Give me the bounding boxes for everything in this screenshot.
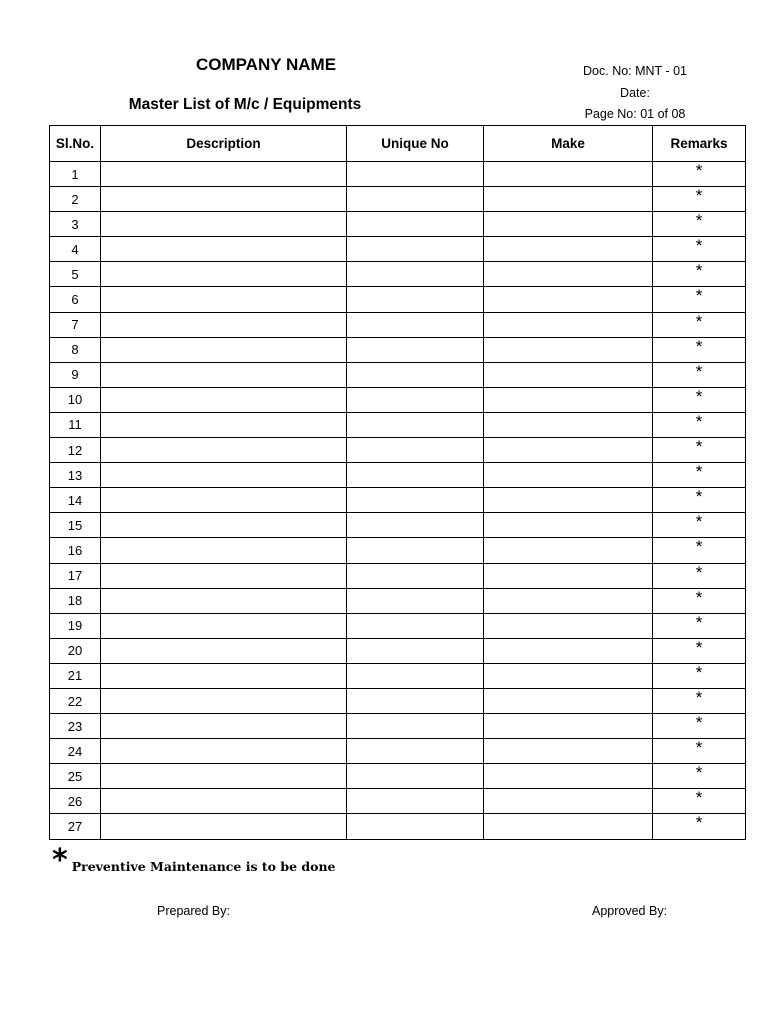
cell-make[interactable]: [484, 638, 653, 663]
cell-remarks: *: [653, 212, 746, 237]
cell-unique-no[interactable]: [347, 212, 484, 237]
cell-make[interactable]: [484, 237, 653, 262]
cell-make[interactable]: [484, 212, 653, 237]
table-header-row: [50, 126, 746, 162]
cell-remarks: *: [653, 412, 746, 437]
cell-make[interactable]: [484, 513, 653, 538]
cell-make[interactable]: [484, 563, 653, 588]
cell-make[interactable]: [484, 688, 653, 713]
cell-slno: 7: [50, 312, 101, 337]
cell-unique-no[interactable]: [347, 287, 484, 312]
cell-remarks: *: [653, 337, 746, 362]
cell-slno: 12: [50, 438, 101, 463]
cell-slno: 2: [50, 187, 101, 212]
cell-remarks: *: [653, 187, 746, 212]
cell-make[interactable]: [484, 337, 653, 362]
table-row: [50, 387, 746, 412]
cell-remarks: *: [653, 739, 746, 764]
cell-slno: 5: [50, 262, 101, 287]
cell-unique-no[interactable]: [347, 187, 484, 212]
cell-description[interactable]: [101, 588, 347, 613]
column-header-make: Make: [484, 126, 653, 162]
table-row: [50, 337, 746, 362]
cell-slno: 23: [50, 714, 101, 739]
cell-remarks: *: [653, 663, 746, 688]
cell-make[interactable]: [484, 764, 653, 789]
cell-make[interactable]: [484, 312, 653, 337]
cell-remarks: *: [653, 638, 746, 663]
cell-unique-no[interactable]: [347, 789, 484, 814]
cell-description[interactable]: [101, 187, 347, 212]
table-row: [50, 688, 746, 713]
cell-description[interactable]: [101, 312, 347, 337]
cell-description[interactable]: [101, 814, 347, 839]
approved-by-label: Approved By:: [592, 904, 668, 918]
cell-slno: 14: [50, 488, 101, 513]
table-row: [50, 714, 746, 739]
cell-description[interactable]: [101, 663, 347, 688]
cell-description[interactable]: [101, 613, 347, 638]
cell-unique-no[interactable]: [347, 438, 484, 463]
cell-make[interactable]: [484, 438, 653, 463]
table-row: [50, 663, 746, 688]
cell-unique-no[interactable]: [347, 262, 484, 287]
table-row: [50, 237, 746, 262]
cell-unique-no[interactable]: [347, 513, 484, 538]
table-row: [50, 187, 746, 212]
table-row: [50, 212, 746, 237]
cell-unique-no[interactable]: [347, 237, 484, 262]
footnote: [52, 843, 336, 878]
cell-slno: 13: [50, 463, 101, 488]
cell-unique-no[interactable]: [347, 312, 484, 337]
doc-number: Doc. No: MNT - 01: [583, 64, 687, 78]
cell-description[interactable]: [101, 162, 347, 187]
cell-description[interactable]: [101, 538, 347, 563]
cell-make[interactable]: [484, 287, 653, 312]
column-header-description: Description: [101, 126, 347, 162]
equipment-table: [49, 125, 746, 840]
cell-slno: 4: [50, 237, 101, 262]
table-row: [50, 613, 746, 638]
cell-slno: 22: [50, 688, 101, 713]
cell-description[interactable]: [101, 739, 347, 764]
cell-unique-no[interactable]: [347, 337, 484, 362]
table-row: [50, 362, 746, 387]
cell-remarks: *: [653, 438, 746, 463]
cell-unique-no[interactable]: [347, 362, 484, 387]
cell-slno: 1: [50, 162, 101, 187]
cell-slno: 24: [50, 739, 101, 764]
cell-remarks: *: [653, 362, 746, 387]
cell-make[interactable]: [484, 538, 653, 563]
cell-slno: 18: [50, 588, 101, 613]
cell-description[interactable]: [101, 237, 347, 262]
table-row: [50, 814, 746, 839]
cell-unique-no[interactable]: [347, 688, 484, 713]
cell-description[interactable]: [101, 412, 347, 437]
cell-unique-no[interactable]: [347, 764, 484, 789]
cell-make[interactable]: [484, 739, 653, 764]
cell-description[interactable]: [101, 714, 347, 739]
cell-remarks: *: [653, 814, 746, 839]
table-row: [50, 162, 746, 187]
cell-remarks: *: [653, 312, 746, 337]
cell-remarks: *: [653, 387, 746, 412]
cell-remarks: *: [653, 162, 746, 187]
cell-description[interactable]: [101, 438, 347, 463]
cell-description[interactable]: [101, 287, 347, 312]
table-row: [50, 538, 746, 563]
cell-slno: 3: [50, 212, 101, 237]
cell-slno: 19: [50, 613, 101, 638]
cell-description[interactable]: [101, 563, 347, 588]
cell-remarks: *: [653, 563, 746, 588]
column-header-remarks: Remarks: [653, 126, 746, 162]
cell-unique-no[interactable]: [347, 714, 484, 739]
cell-unique-no[interactable]: [347, 538, 484, 563]
cell-description[interactable]: [101, 337, 347, 362]
footnote-text: Preventive Maintenance is to be done: [71, 859, 336, 874]
cell-remarks: *: [653, 488, 746, 513]
cell-remarks: *: [653, 789, 746, 814]
cell-slno: 10: [50, 387, 101, 412]
cell-make[interactable]: [484, 789, 653, 814]
table-row: [50, 513, 746, 538]
cell-make[interactable]: [484, 714, 653, 739]
cell-remarks: *: [653, 237, 746, 262]
cell-slno: 27: [50, 814, 101, 839]
cell-make[interactable]: [484, 463, 653, 488]
cell-slno: 9: [50, 362, 101, 387]
cell-remarks: *: [653, 764, 746, 789]
cell-make[interactable]: [484, 412, 653, 437]
cell-unique-no[interactable]: [347, 613, 484, 638]
cell-slno: 8: [50, 337, 101, 362]
cell-description[interactable]: [101, 362, 347, 387]
cell-description[interactable]: [101, 262, 347, 287]
table-row: [50, 638, 746, 663]
prepared-by-label: Prepared By:: [157, 904, 230, 918]
table-row: [50, 588, 746, 613]
cell-make[interactable]: [484, 613, 653, 638]
cell-description[interactable]: [101, 488, 347, 513]
cell-unique-no[interactable]: [347, 463, 484, 488]
table-row: [50, 764, 746, 789]
footnote-star-icon: *: [52, 843, 68, 878]
cell-slno: 6: [50, 287, 101, 312]
cell-make[interactable]: [484, 162, 653, 187]
table-row: [50, 312, 746, 337]
cell-make[interactable]: [484, 488, 653, 513]
cell-make[interactable]: [484, 814, 653, 839]
cell-description[interactable]: [101, 638, 347, 663]
table-row: [50, 789, 746, 814]
cell-unique-no[interactable]: [347, 663, 484, 688]
column-header-unique-no: Unique No: [347, 126, 484, 162]
page-number: Page No: 01 of 08: [584, 107, 686, 121]
cell-unique-no[interactable]: [347, 563, 484, 588]
cell-unique-no[interactable]: [347, 387, 484, 412]
cell-unique-no[interactable]: [347, 814, 484, 839]
cell-remarks: *: [653, 463, 746, 488]
table-row: [50, 287, 746, 312]
cell-description[interactable]: [101, 789, 347, 814]
cell-remarks: *: [653, 287, 746, 312]
table-row: [50, 739, 746, 764]
cell-remarks: *: [653, 262, 746, 287]
cell-remarks: *: [653, 513, 746, 538]
cell-description[interactable]: [101, 212, 347, 237]
table-row: [50, 563, 746, 588]
cell-remarks: *: [653, 538, 746, 563]
cell-unique-no[interactable]: [347, 162, 484, 187]
table-row: [50, 412, 746, 437]
cell-remarks: *: [653, 714, 746, 739]
cell-make[interactable]: [484, 588, 653, 613]
cell-make[interactable]: [484, 187, 653, 212]
cell-unique-no[interactable]: [347, 412, 484, 437]
cell-unique-no[interactable]: [347, 638, 484, 663]
cell-slno: 20: [50, 638, 101, 663]
cell-slno: 16: [50, 538, 101, 563]
cell-unique-no[interactable]: [347, 588, 484, 613]
cell-slno: 17: [50, 563, 101, 588]
table-row: [50, 438, 746, 463]
cell-slno: 25: [50, 764, 101, 789]
cell-description[interactable]: [101, 688, 347, 713]
cell-slno: 26: [50, 789, 101, 814]
company-name: COMPANY NAME: [195, 55, 337, 74]
document-subtitle: Master List of M/c / Equipments: [128, 96, 362, 113]
cell-make[interactable]: [484, 262, 653, 287]
cell-description[interactable]: [101, 387, 347, 412]
cell-description[interactable]: [101, 513, 347, 538]
cell-remarks: *: [653, 688, 746, 713]
cell-make[interactable]: [484, 663, 653, 688]
table-row: [50, 463, 746, 488]
table-row: [50, 262, 746, 287]
cell-remarks: *: [653, 613, 746, 638]
column-header-slno: Sl.No.: [50, 126, 101, 162]
cell-slno: 11: [50, 412, 101, 437]
doc-date: Date:: [620, 86, 650, 100]
cell-description[interactable]: [101, 764, 347, 789]
cell-unique-no[interactable]: [347, 739, 484, 764]
cell-unique-no[interactable]: [347, 488, 484, 513]
cell-make[interactable]: [484, 387, 653, 412]
cell-slno: 15: [50, 513, 101, 538]
cell-description[interactable]: [101, 463, 347, 488]
cell-slno: 21: [50, 663, 101, 688]
table-row: [50, 488, 746, 513]
cell-remarks: *: [653, 588, 746, 613]
cell-make[interactable]: [484, 362, 653, 387]
